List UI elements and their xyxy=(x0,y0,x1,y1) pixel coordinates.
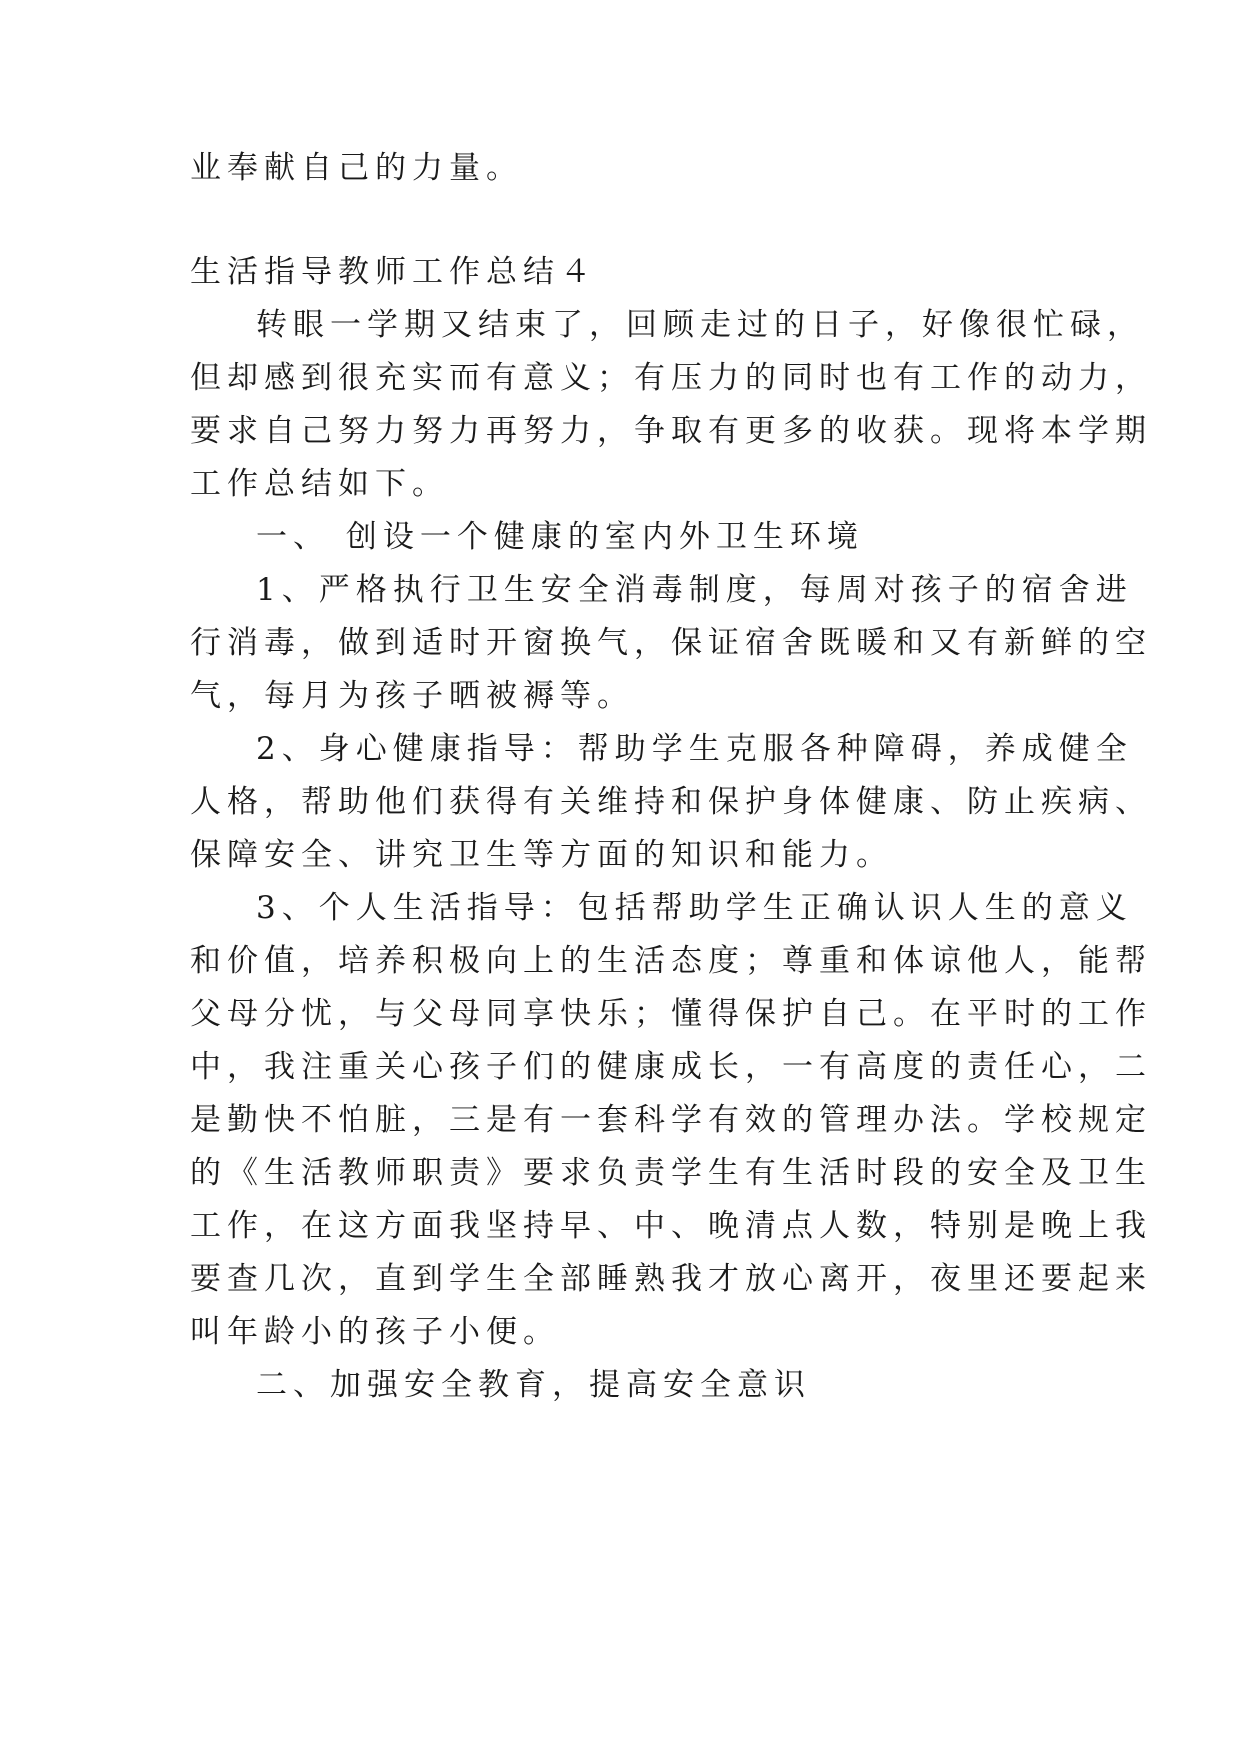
item-1-line: 行消毒，做到适时开窗换气，保证宿舍既暖和又有新鲜的空 xyxy=(190,625,1152,661)
section-title: 生活指导教师工作总结４ xyxy=(190,254,597,290)
heading-2: 二、加强安全教育，提高安全意识 xyxy=(256,1367,811,1403)
item-2-line: 保障安全、讲究卫生等方面的知识和能力。 xyxy=(190,837,893,873)
item-3-line: 和价值，培养积极向上的生活态度；尊重和体谅他人，能帮 xyxy=(190,943,1152,979)
intro-line: 要求自己努力努力再努力，争取有更多的收获。现将本学期 xyxy=(190,413,1152,449)
item-3-line: 父母分忧，与父母同享快乐；懂得保护自己。在平时的工作 xyxy=(190,996,1152,1032)
item-1-line: 1、严格执行卫生安全消毒制度，每周对孩子的宿舍进 xyxy=(256,572,1133,608)
item-3-line: 要查几次，直到学生全部睡熟我才放心离开，夜里还要起来 xyxy=(190,1261,1152,1297)
item-3-line: 中，我注重关心孩子们的健康成长，一有高度的责任心，二 xyxy=(190,1049,1152,1085)
item-3-line: 3、个人生活指导：包括帮助学生正确认识人生的意义 xyxy=(256,890,1133,926)
top-line: 业奉献自己的力量。 xyxy=(190,150,523,186)
item-3-line: 工作，在这方面我坚持早、中、晚清点人数，特别是晚上我 xyxy=(190,1208,1152,1244)
item-1-line: 气，每月为孩子晒被褥等。 xyxy=(190,678,634,714)
item-3-line: 叫年龄小的孩子小便。 xyxy=(190,1314,560,1350)
item-3-line: 是勤快不怕脏，三是有一套科学有效的管理办法。学校规定 xyxy=(190,1102,1152,1138)
heading-1: 一、 创设一个健康的室内外卫生环境 xyxy=(256,519,864,555)
item-2-line: 人格，帮助他们获得有关维持和保护身体健康、防止疾病、 xyxy=(190,784,1152,820)
item-2-line: 2、身心健康指导：帮助学生克服各种障碍，养成健全 xyxy=(256,731,1133,767)
intro-line: 工作总结如下。 xyxy=(190,466,449,502)
intro-line: 但却感到很充实而有意义；有压力的同时也有工作的动力， xyxy=(190,360,1152,396)
intro-line: 转眼一学期又结束了，回顾走过的日子，好像很忙碌， xyxy=(256,307,1144,343)
item-3-line: 的《生活教师职责》要求负责学生有生活时段的安全及卫生 xyxy=(190,1155,1152,1191)
